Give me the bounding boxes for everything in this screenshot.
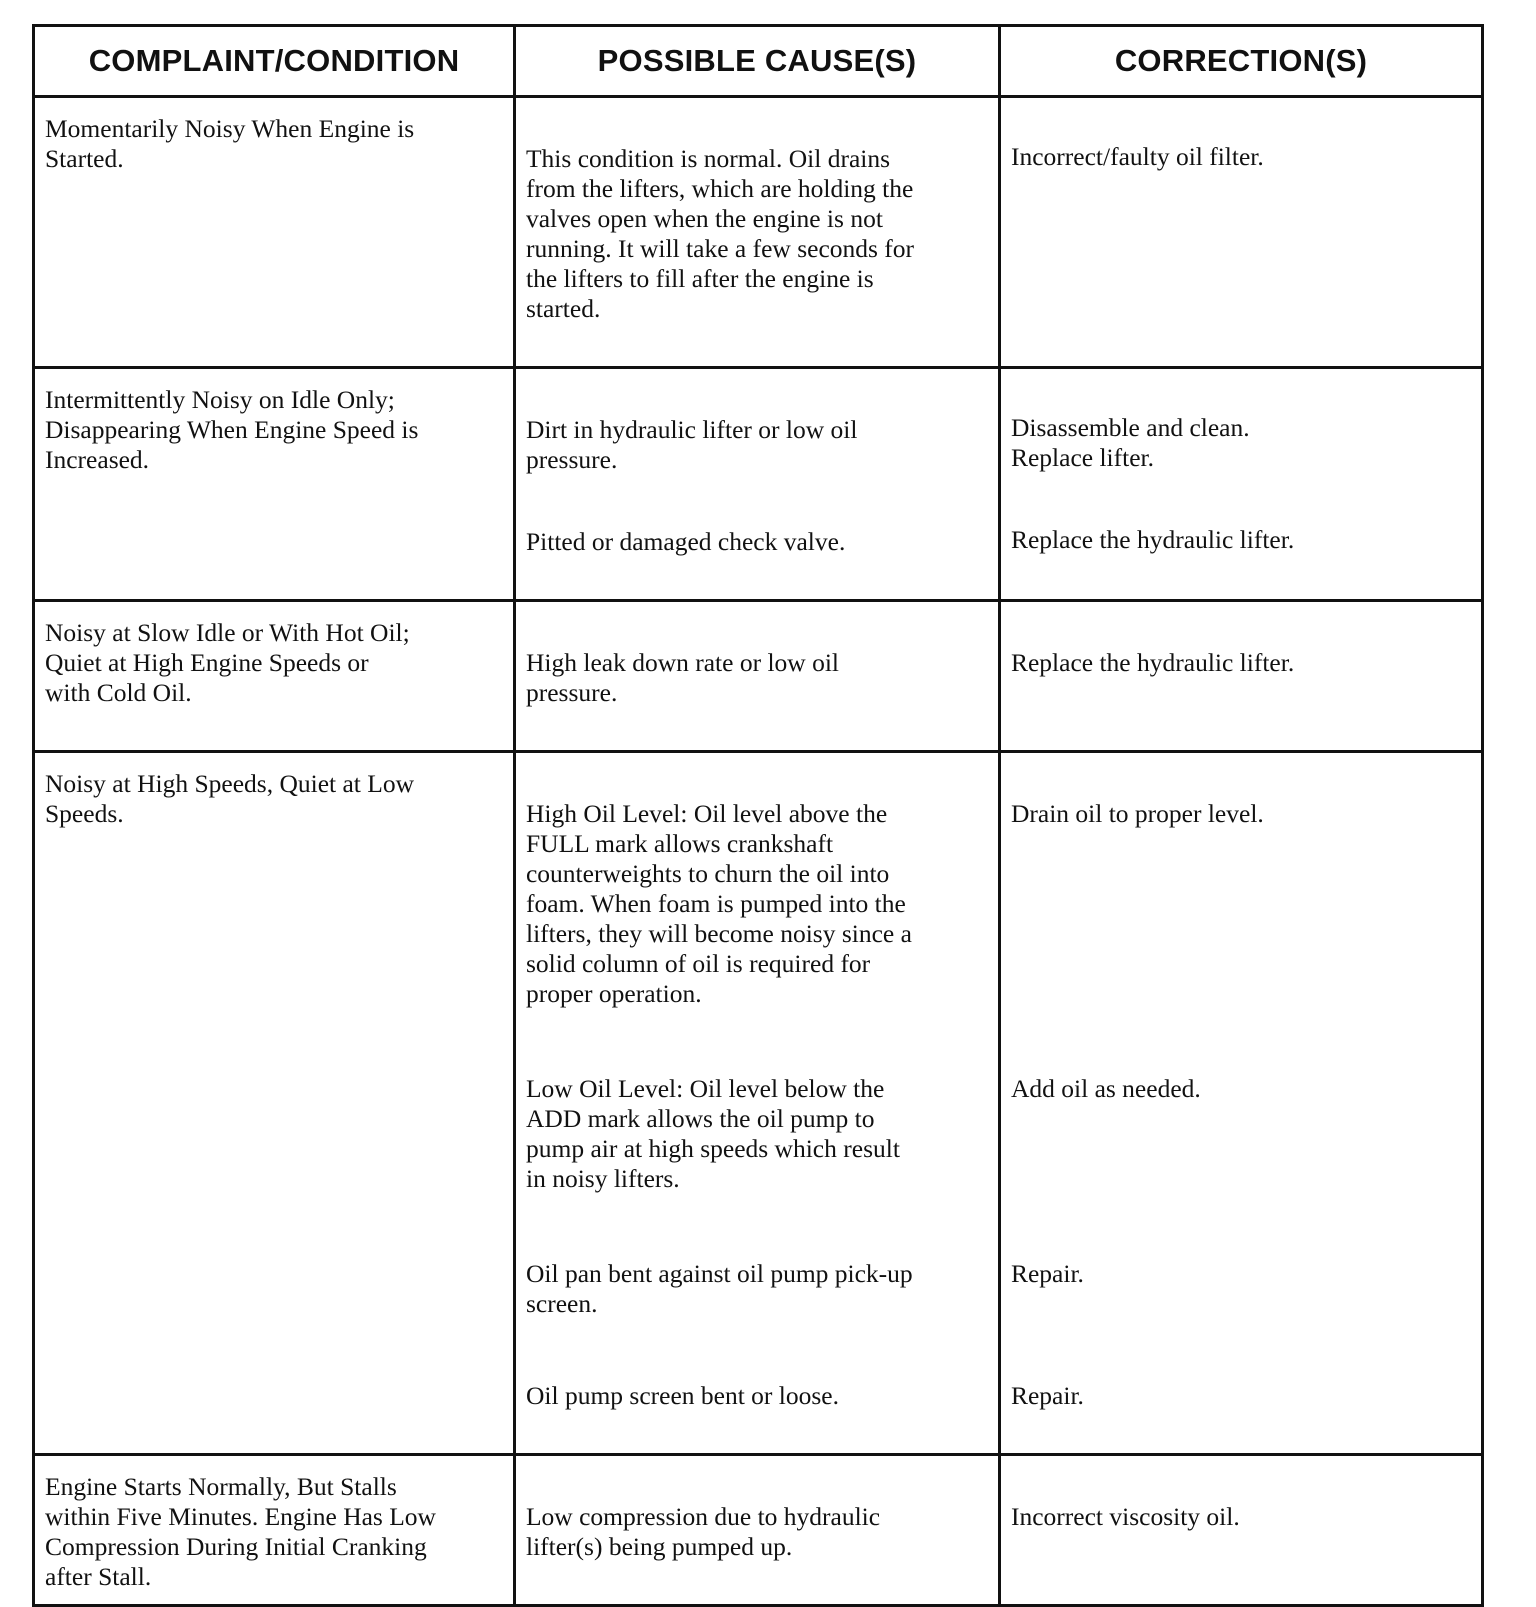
complaint-text: Noisy at Slow Idle or With Hot Oil; Quiet at High Engine Speeds or with Cold Oil. bbox=[45, 618, 410, 707]
table-row bbox=[34, 1455, 1483, 1606]
cause-text: Low Oil Level: Oil level below the ADD mark allows the oil pump to pump air at high speeds which result in noisy lifters. bbox=[525, 1074, 900, 1193]
correction-cell bbox=[999, 752, 1482, 1455]
correction-text: Repair. bbox=[1010, 1259, 1084, 1288]
table-row bbox=[34, 752, 1483, 1455]
correction-text: Drain oil to proper level. bbox=[1010, 799, 1264, 828]
complaint-cell bbox=[34, 752, 515, 1455]
header-complaint: COMPLAINT/CONDITION bbox=[34, 26, 515, 97]
cause-cell bbox=[514, 97, 999, 368]
correction-text: Incorrect/faulty oil filter. bbox=[1010, 142, 1264, 171]
correction-text: Disassemble and clean. Replace lifter. bbox=[1010, 413, 1250, 472]
cause-cell bbox=[514, 601, 999, 752]
cause-text: This condition is normal. Oil drains from the lifters, which are holding the valves open when the engine is not running. It will take a few seconds for the lifters to fill after the engine is started. bbox=[525, 144, 915, 323]
complaint-text: Engine Starts Normally, But Stalls within Five Minutes. Engine Has Low Compression During Initial Cranking after Stall. bbox=[45, 1472, 436, 1591]
correction-text: Replace the hydraulic lifter. bbox=[1010, 525, 1295, 554]
header-cause: POSSIBLE CAUSE(S) bbox=[514, 26, 999, 97]
correction-cell bbox=[999, 1455, 1482, 1606]
correction-cell bbox=[999, 97, 1482, 368]
complaint-cell bbox=[34, 601, 515, 752]
cause-text: Oil pump screen bent or loose. bbox=[525, 1381, 839, 1410]
cause-text: Oil pan bent against oil pump pick-up screen. bbox=[525, 1259, 913, 1318]
troubleshooting-table bbox=[32, 24, 1484, 1607]
correction-cell bbox=[999, 368, 1482, 601]
cause-cell bbox=[514, 1455, 999, 1606]
complaint-text: Noisy at High Speeds, Quiet at Low Speeds. bbox=[45, 769, 414, 828]
cause-text: Dirt in hydraulic lifter or low oil pressure. bbox=[525, 415, 858, 474]
cause-text: High leak down rate or low oil pressure. bbox=[525, 648, 839, 707]
cause-text: Pitted or damaged check valve. bbox=[525, 527, 846, 556]
header-correction: CORRECTION(S) bbox=[999, 26, 1482, 97]
complaint-text: Intermittently Noisy on Idle Only; Disappearing When Engine Speed is Increased. bbox=[45, 385, 419, 474]
cause-cell bbox=[514, 752, 999, 1455]
complaint-cell bbox=[34, 368, 515, 601]
table-row bbox=[34, 601, 1483, 752]
complaint-text: Momentarily Noisy When Engine is Started. bbox=[45, 114, 415, 173]
correction-text: Add oil as needed. bbox=[1010, 1074, 1201, 1103]
correction-text: Repair. bbox=[1010, 1381, 1084, 1410]
table-row bbox=[34, 368, 1483, 601]
cause-text: Low compression due to hydraulic lifter(s) being pumped up. bbox=[525, 1502, 881, 1561]
complaint-cell bbox=[34, 97, 515, 368]
complaint-cell bbox=[34, 1455, 515, 1606]
header-row bbox=[34, 26, 1483, 97]
correction-text: Incorrect viscosity oil. bbox=[1010, 1502, 1240, 1531]
correction-text: Replace the hydraulic lifter. bbox=[1010, 648, 1295, 677]
cause-cell bbox=[514, 368, 999, 601]
cause-text: High Oil Level: Oil level above the FULL mark allows crankshaft counterweights to churn the oil into foam. When foam is pumped into the lifters, they will become noisy since a solid column of oil is required for proper operation. bbox=[525, 799, 912, 1008]
correction-cell bbox=[999, 601, 1482, 752]
table-row bbox=[34, 97, 1483, 368]
